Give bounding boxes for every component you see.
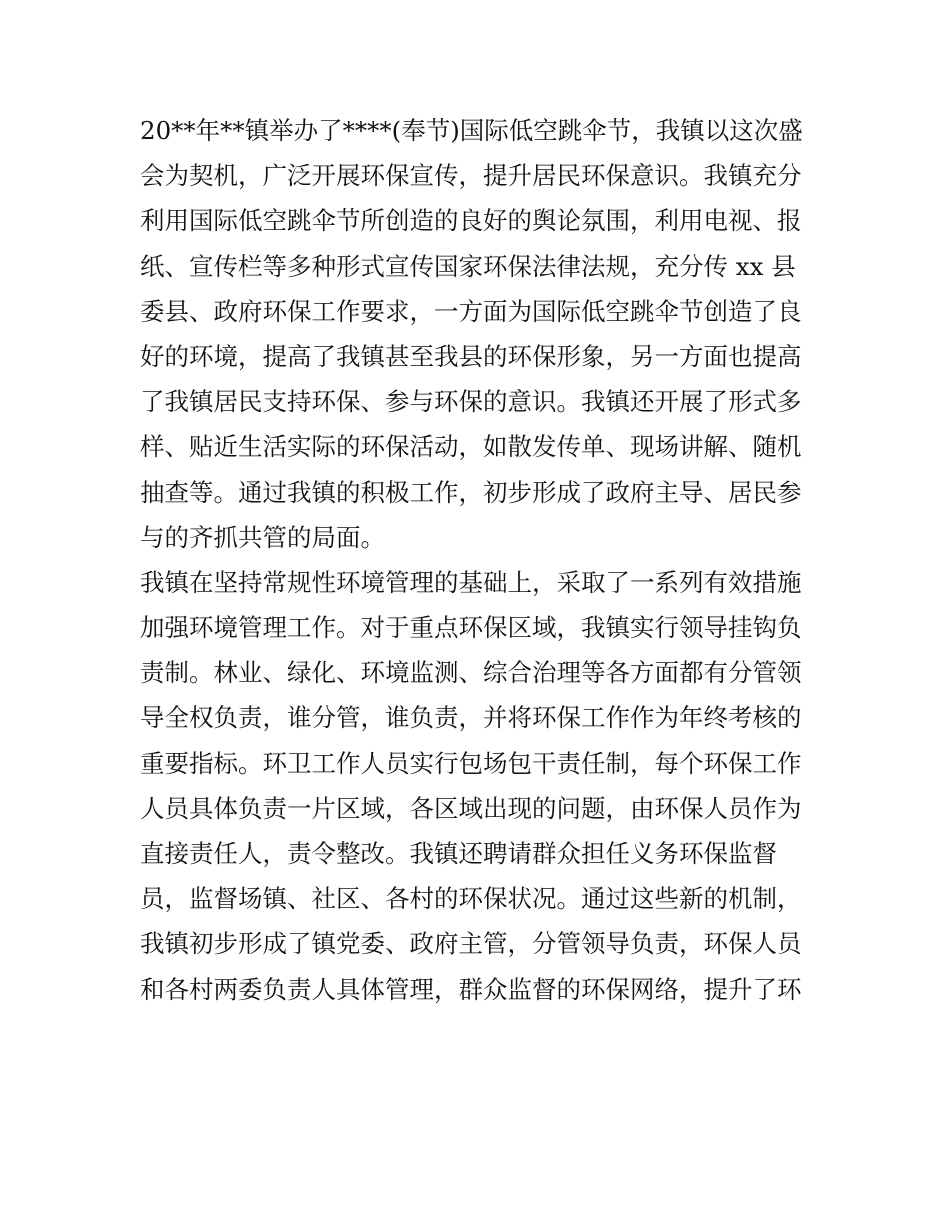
text-line: 我镇在坚持常规性环境管理的基础上，采取了一系列有效措施 [140,567,802,597]
document-body [140,108,820,1012]
text-line: 了我镇居民支持环保、参与环保的意识。我镇还开展了形式多 [140,387,802,417]
text-line: 导全权负责，谁分管，谁负责，并将环保工作作为年终考核的 [140,703,802,733]
text-line: 直接责任人，责令整改。我镇还聘请群众担任义务环保监督 [140,839,777,868]
text-line: 20**年**镇举办了****(奉节)国际低空跳伞节，我镇以这次盛 [140,116,803,145]
text-line: 员，监督场镇、社区、各村的环保状况。通过这些新的机制， [140,884,802,914]
text-line: 会为契机，广泛开展环保宣传，提升居民环保意识。我镇充分 [140,161,802,191]
text-line: 好的环境，提高了我镇甚至我县的环保形象，另一方面也提高 [140,341,802,371]
text-line: 利用国际低空跳伞节所创造的良好的舆论氛围，利用电视、报 [140,206,802,236]
text-line: 加强环境管理工作。对于重点环保区域，我镇实行领导挂钩负 [140,613,802,643]
text-line: 责制。林业、绿化、环境监测、综合治理等各方面都有分管领 [140,658,802,688]
text-line: 和各村两委负责人具体管理，群众监督的环保网络，提升了环 [140,974,802,1004]
text-line: 纸、宣传栏等多种形式宣传国家环保法律法规，充分传 xx 县 [140,251,796,281]
text-line: 我镇初步形成了镇党委、政府主管，分管领导负责，环保人员 [140,929,802,959]
text-line: 抽查等。通过我镇的积极工作，初步形成了政府主导、居民参 [140,477,802,507]
text-line: 与的齐抓共管的局面。 [140,522,385,552]
text-line: 委县、政府环保工作要求，一方面为国际低空跳伞节创造了良 [140,296,802,326]
text-line: 重要指标。环卫工作人员实行包场包干责任制，每个环保工作 [140,748,802,778]
text-line: 样、贴近生活实际的环保活动，如散发传单、现场讲解、随机 [140,432,802,462]
text-line: 人员具体负责一片区域，各区域出现的问题，由环保人员作为 [140,793,802,823]
